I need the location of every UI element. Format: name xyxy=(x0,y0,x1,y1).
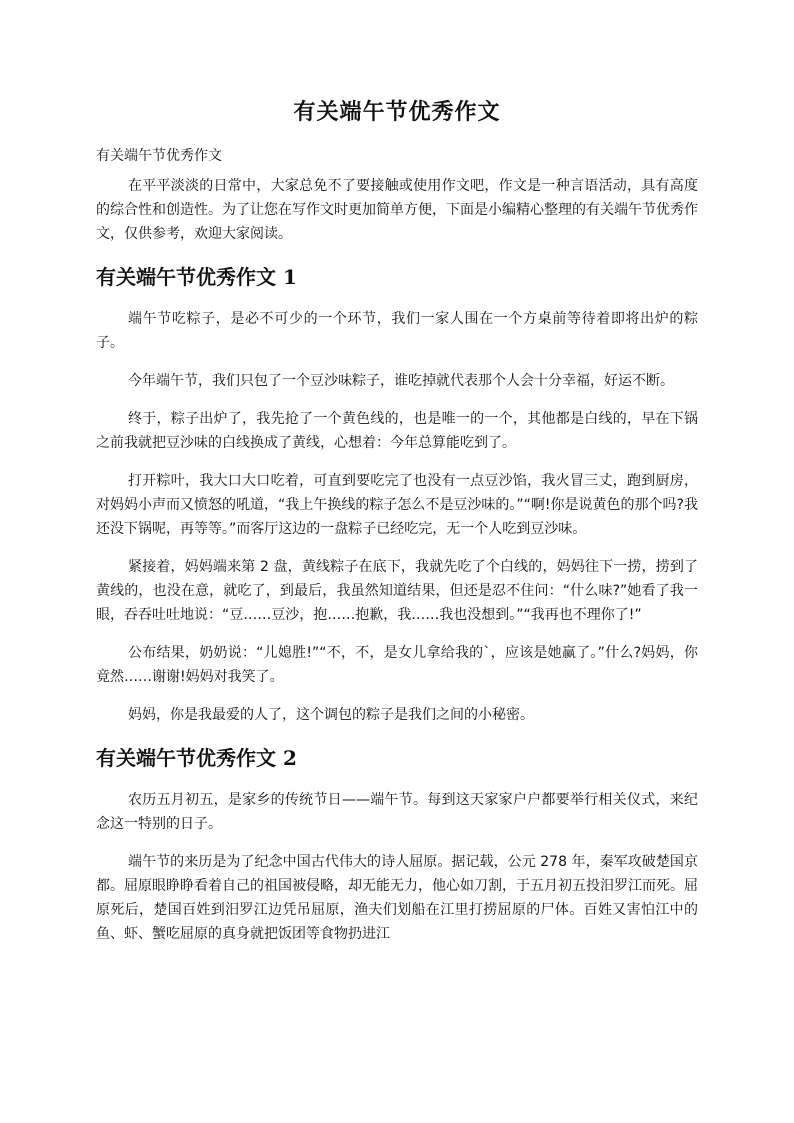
section-1-paragraph: 今年端午节，我们只包了一个豆沙味粽子，谁吃掉就代表那个人会十分幸福，好运不断。 xyxy=(128,373,674,389)
section-1-paragraph: 公布结果，奶奶说：“儿媳胜!”“不，不，是女儿拿给我的`，应该是她赢了。”什么?妈妈，你竟然……谢谢!妈妈对我笑了。 xyxy=(96,645,698,685)
document-subtitle: 有关端午节优秀作文 xyxy=(96,148,222,164)
section-2-paragraph: 端午节的来历是为了纪念中国古代伟大的诗人屈原。据记载，公元 278 年，秦军攻破楚国京都。屈原眼睁睁看着自己的祖国被侵略，却无能无力，他心如刀割，于五月初五投汨罗江而死。屈原死后，楚国百姓到汨罗江边凭吊屈原，渔夫们划船在江里打捞屈原的尸体。百姓又害怕江中的鱼、虾、蟹吃屈原的真身就把饭团等食物扔进江 xyxy=(96,854,698,942)
document-title: 有关端午节优秀作文 xyxy=(293,99,501,125)
section-1-heading: 有关端午节优秀作文 1 xyxy=(96,265,297,289)
document-page xyxy=(96,0,698,960)
section-1-paragraph: 打开粽叶，我大口大口吃着，可直到要吃完了也没有一点豆沙馅，我火冒三丈，跑到厨房，对妈妈小声而又愤怒的吼道，“我上午换线的粽子怎么不是豆沙味的。”“啊!你是说黄色的那个吗?我还没下锅呢，再等等。”而客厅这边的一盘粽子已经吃完，无一个人吃到豆沙味。 xyxy=(96,473,698,537)
intro-paragraph: 在平平淡淡的日常中，大家总免不了要接触或使用作文吧，作文是一种言语活动，具有高度的综合性和创造性。为了让您在写作文时更加简单方便，下面是小编精心整理的有关端午节优秀作文，仅供参考，欢迎大家阅读。 xyxy=(96,178,698,242)
section-1-paragraph: 紧接着，妈妈端来第 2 盘，黄线粽子在底下，我就先吃了个白线的，妈妈往下一捞，捞到了黄线的，也没在意，就吃了，到最后，我虽然知道结果，但还是忍不住问：“什么味?”她看了我一眼，吞吞吐吐地说：“豆……豆沙，抱……抱歉，我……我也没想到。”“我再也不理你了!” xyxy=(96,559,698,623)
section-1-paragraph: 终于，粽子出炉了，我先抢了一个黄色线的，也是唯一的一个，其他都是白线的，早在下锅之前我就把豆沙味的白线换成了黄线，心想着：今年总算能吃到了。 xyxy=(96,411,698,451)
section-2-heading: 有关端午节优秀作文 2 xyxy=(96,746,297,770)
section-2-paragraph: 农历五月初五，是家乡的传统节日——端午节。每到这天家家户户都要举行相关仪式，来纪念这一特别的日子。 xyxy=(96,792,698,832)
section-1-paragraph: 妈妈，你是我最爱的人了，这个调包的粽子是我们之间的小秘密。 xyxy=(128,707,534,723)
section-1-paragraph: 端午节吃粽子，是必不可少的一个环节，我们一家人围在一个方桌前等待着即将出炉的粽子。 xyxy=(96,311,698,351)
